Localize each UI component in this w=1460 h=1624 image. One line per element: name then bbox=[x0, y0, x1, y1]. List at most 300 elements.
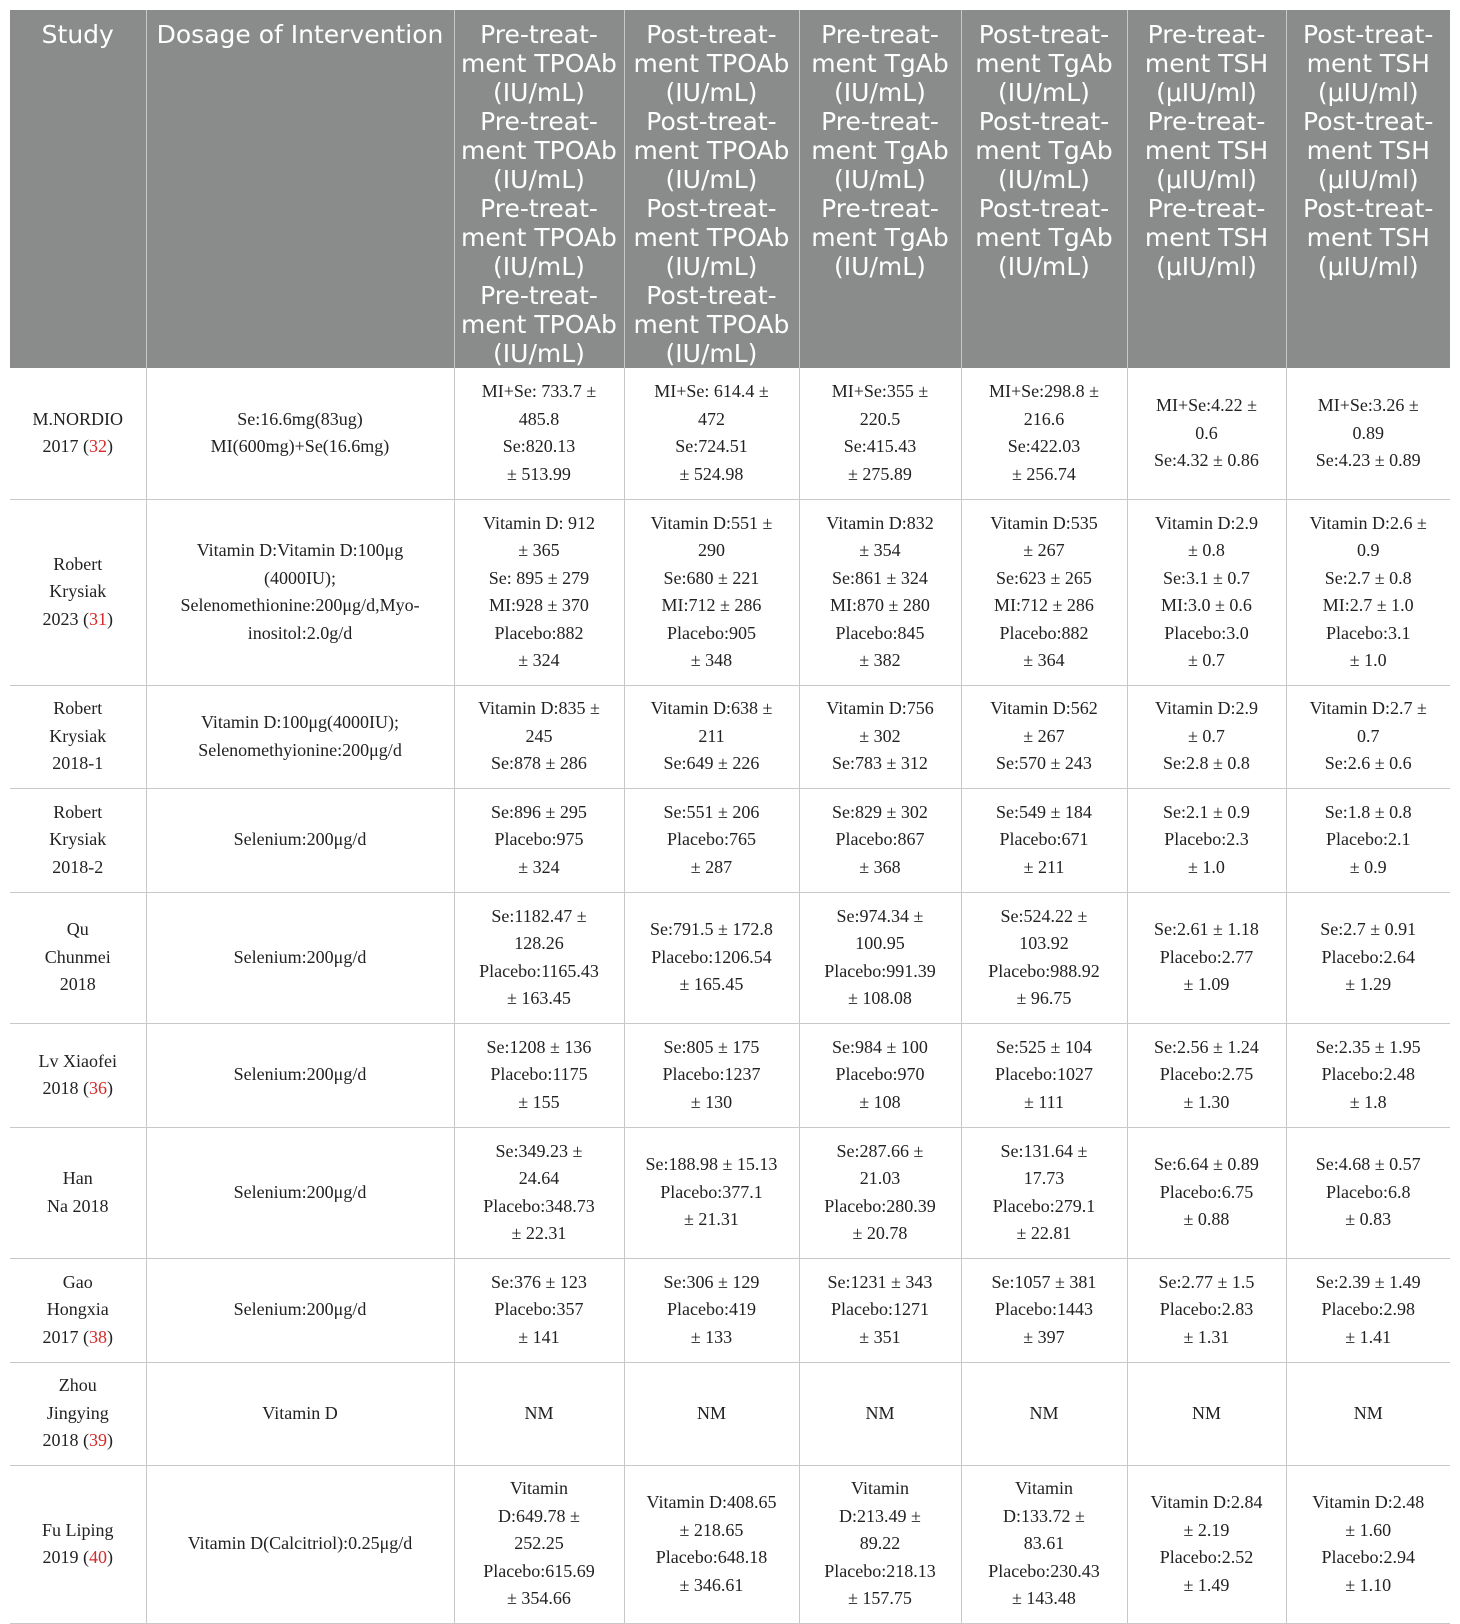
study-cell bbox=[10, 368, 146, 499]
cell-line: Se:2.35 ± 1.95 bbox=[1315, 1036, 1421, 1057]
pre-tpoab-cell bbox=[454, 1023, 624, 1127]
post-tgab-cell bbox=[961, 499, 1127, 685]
cell-line: Placebo:765 bbox=[667, 829, 756, 850]
cell-line: ± 108.08 bbox=[848, 988, 912, 1008]
cell-line: D:213.49 ± bbox=[839, 1505, 921, 1526]
pre-tpoab-cell bbox=[454, 1258, 624, 1362]
header-line: Post-treat- ment TSH (μIU/ml) bbox=[1303, 107, 1434, 194]
cell-line: ± 267 bbox=[1023, 725, 1065, 746]
cell-line: NM bbox=[1029, 1402, 1059, 1423]
pre-tgab-cell bbox=[799, 1127, 961, 1258]
header-line: Post-treat- ment TgAb (IU/mL) bbox=[975, 107, 1113, 194]
dosage-cell bbox=[146, 1127, 454, 1258]
cell-line: ± 0.88 bbox=[1183, 1209, 1230, 1230]
cell-line: Se:422.03 bbox=[1007, 436, 1081, 457]
post-tsh-cell bbox=[1286, 499, 1450, 685]
cell-line: Placebo:377.1 bbox=[660, 1181, 763, 1202]
post-tgab-cell bbox=[961, 1465, 1127, 1623]
study-line: Gao bbox=[62, 1271, 93, 1292]
study-cell bbox=[10, 788, 146, 892]
post-tpoab-cell bbox=[624, 368, 799, 499]
pre-tgab-cell bbox=[799, 1362, 961, 1465]
cell-line: Vitamin D:2.48 bbox=[1312, 1492, 1425, 1512]
cell-line: Se:1057 ± 381 bbox=[991, 1271, 1097, 1292]
cell-line: ± 111 bbox=[1023, 1091, 1065, 1112]
cell-line: Placebo:2.64 bbox=[1321, 946, 1415, 967]
cell-line: ± 22.81 bbox=[1016, 1223, 1072, 1243]
cell-line: ± 2.19 bbox=[1183, 1519, 1230, 1540]
cell-line: MI+Se:298.8 ± bbox=[988, 381, 1100, 402]
cell-line: Placebo:357 bbox=[494, 1299, 584, 1320]
cell-line: Se:1208 ± 136 bbox=[486, 1036, 592, 1057]
header-row bbox=[10, 10, 1450, 368]
pre-tgab-cell bbox=[799, 685, 961, 788]
dosage-cell bbox=[146, 788, 454, 892]
cell-line: Se:2.56 ± 1.24 bbox=[1154, 1036, 1259, 1057]
cell-line: ± 1.60 bbox=[1345, 1519, 1392, 1540]
cell-line: Se:287.66 ± bbox=[836, 1140, 924, 1161]
cell-line: MI:712 ± 286 bbox=[994, 595, 1094, 615]
pre-tpoab-cell bbox=[454, 892, 624, 1023]
cell-line: Se:415.43 bbox=[843, 436, 917, 457]
cell-line: ± 348 bbox=[690, 650, 733, 670]
cell-line: Vitamin bbox=[1015, 1478, 1073, 1499]
header-line: Pre-treat- ment TPOAb (IU/mL) bbox=[461, 194, 617, 281]
cell-line: Placebo:2.94 bbox=[1321, 1547, 1415, 1567]
cell-line: Se:783 ± 312 bbox=[832, 753, 928, 774]
cell-line: ± 354 bbox=[859, 540, 901, 560]
cell-line: Placebo:3.0 bbox=[1164, 622, 1249, 643]
pre-tsh-cell bbox=[1127, 1258, 1286, 1362]
pre-tgab-cell bbox=[799, 892, 961, 1023]
cell-line: ± 218.65 bbox=[679, 1519, 744, 1540]
cell-line: ± 1.10 bbox=[1345, 1574, 1392, 1595]
post-tsh-cell bbox=[1286, 1362, 1450, 1465]
cell-line: ± 143.48 bbox=[1012, 1588, 1076, 1609]
cell-line: Vitamin D:638 ± bbox=[650, 698, 773, 719]
cell-line: Se:1231 ± 343 bbox=[827, 1271, 933, 1292]
cell-line: Placebo:218.13 bbox=[824, 1560, 936, 1581]
cell-line: ± 130 bbox=[690, 1091, 733, 1112]
dosage-cell bbox=[146, 892, 454, 1023]
cell-line: ± 133 bbox=[690, 1326, 733, 1347]
pre-tgab-cell bbox=[799, 1465, 961, 1623]
cell-line: ± 1.30 bbox=[1183, 1091, 1230, 1112]
post-tsh-cell bbox=[1286, 1023, 1450, 1127]
study-line: 2018 (39) bbox=[42, 1430, 113, 1451]
cell-line: ± 0.9 bbox=[1349, 856, 1387, 877]
post-tsh-cell bbox=[1286, 685, 1450, 788]
post-tpoab-cell bbox=[624, 1362, 799, 1465]
cell-line: ± 267 bbox=[1023, 540, 1065, 560]
dosage-cell bbox=[146, 368, 454, 499]
cell-line: Se:6.64 ± 0.89 bbox=[1154, 1154, 1259, 1175]
cell-line: Se:820.13 bbox=[502, 436, 576, 457]
study-line: 2017 (38) bbox=[42, 1326, 113, 1347]
table-row bbox=[10, 499, 1450, 685]
pre-tsh-cell bbox=[1127, 685, 1286, 788]
cell-line: Se:861 ± 324 bbox=[832, 567, 928, 588]
cell-line: NM bbox=[1191, 1402, 1221, 1423]
header-line: Post-treat- ment TPOAb (IU/mL) bbox=[633, 20, 790, 107]
post-tsh-cell bbox=[1286, 1258, 1450, 1362]
table-row bbox=[10, 1465, 1450, 1623]
pre-tpoab-cell bbox=[454, 788, 624, 892]
cell-line: Se:4.32 ± 0.86 bbox=[1154, 450, 1259, 470]
cell-line: Placebo:648.18 bbox=[655, 1547, 768, 1567]
cell-line: Se:2.8 ± 0.8 bbox=[1163, 753, 1250, 774]
cell-line: 128.26 bbox=[514, 933, 564, 953]
cell-line: Se:306 ± 129 bbox=[663, 1271, 760, 1292]
cell-line: Vitamin D:2.9 bbox=[1155, 698, 1258, 719]
cell-line: ± 1.49 bbox=[1183, 1574, 1230, 1595]
cell-line: Placebo:280.39 bbox=[824, 1195, 936, 1216]
study-cell bbox=[10, 1362, 146, 1465]
cell-line: MI:928 ± 370 bbox=[489, 595, 589, 615]
cell-line: Placebo:867 bbox=[835, 829, 925, 850]
study-line: Fu Liping bbox=[41, 1519, 114, 1540]
pre-tpoab-cell bbox=[454, 1127, 624, 1258]
header-post-tgab bbox=[961, 10, 1127, 368]
table-body bbox=[10, 368, 1450, 1623]
cell-line: Se:16.6mg(83ug) bbox=[237, 408, 363, 429]
post-tgab-cell bbox=[961, 1362, 1127, 1465]
cell-line: Placebo:1443 bbox=[995, 1299, 1093, 1320]
cell-line: Placebo:3.1 bbox=[1326, 622, 1411, 643]
cell-line: Placebo:2.75 bbox=[1159, 1064, 1254, 1085]
cell-line: ± 163.45 bbox=[507, 988, 571, 1008]
cell-line: Se:724.51 bbox=[675, 436, 748, 457]
cell-line: 89.22 bbox=[859, 1533, 901, 1554]
cell-line: MI:3.0 ± 0.6 bbox=[1161, 595, 1252, 615]
header-line: Pre-treat- ment TgAb (IU/mL) bbox=[811, 107, 949, 194]
cell-line: Placebo:6.75 bbox=[1159, 1181, 1254, 1202]
cell-line: ± 108 bbox=[859, 1091, 901, 1112]
study-line: 2023 (31) bbox=[42, 608, 113, 629]
dosage-cell bbox=[146, 1258, 454, 1362]
pre-tgab-cell bbox=[799, 1023, 961, 1127]
post-tgab-cell bbox=[961, 1127, 1127, 1258]
study-line: 2018-2 bbox=[52, 856, 104, 877]
cell-line: Vitamin bbox=[510, 1478, 568, 1499]
cell-line: Placebo:348.73 bbox=[483, 1195, 595, 1216]
study-line: 2019 (40) bbox=[42, 1547, 113, 1567]
cell-line: Placebo:2.77 bbox=[1159, 946, 1254, 967]
cell-line: ± 368 bbox=[859, 856, 901, 877]
dosage-cell bbox=[146, 1362, 454, 1465]
header-study bbox=[10, 10, 146, 368]
cell-line: Placebo:905 bbox=[667, 622, 756, 643]
cell-line: ± 275.89 bbox=[848, 463, 912, 484]
header-line: Pre-treat- ment TPOAb (IU/mL) bbox=[461, 281, 617, 368]
pre-tgab-cell bbox=[799, 788, 961, 892]
cell-line: ± 0.83 bbox=[1345, 1209, 1392, 1230]
table-row bbox=[10, 1023, 1450, 1127]
study-line: Robert bbox=[53, 553, 103, 574]
cell-line: ± 346.61 bbox=[679, 1574, 744, 1595]
cell-line: Vitamin D:535 bbox=[990, 512, 1098, 533]
pre-tsh-cell bbox=[1127, 368, 1286, 499]
table-row bbox=[10, 685, 1450, 788]
study-line: 2017 (32) bbox=[42, 436, 113, 457]
post-tpoab-cell bbox=[624, 685, 799, 788]
pre-tgab-cell bbox=[799, 368, 961, 499]
table-row bbox=[10, 1362, 1450, 1465]
cell-line: Placebo:845 bbox=[835, 622, 925, 643]
pre-tgab-cell bbox=[799, 499, 961, 685]
study-line: Lv Xiaofei bbox=[38, 1050, 117, 1071]
cell-line: Se:2.61 ± 1.18 bbox=[1154, 919, 1259, 940]
cell-line: Selenium:200μg/d bbox=[233, 1299, 367, 1320]
cell-line: ± 397 bbox=[1023, 1326, 1065, 1347]
cell-line: Vitamin D:408.65 bbox=[646, 1492, 777, 1512]
cell-line: Placebo:1165.43 bbox=[479, 960, 599, 981]
cell-line: Vitamin D:100μg(4000IU); bbox=[200, 712, 400, 732]
cell-line: ± 1.0 bbox=[1188, 856, 1225, 877]
table-row bbox=[10, 1127, 1450, 1258]
cell-line: ± 324 bbox=[518, 650, 560, 670]
cell-line: Se: 895 ± 279 bbox=[488, 567, 590, 588]
cell-line: Se:805 ± 175 bbox=[663, 1036, 760, 1057]
cell-line: Vitamin D:835 ± bbox=[478, 698, 600, 719]
cell-line: ± 287 bbox=[690, 856, 733, 877]
header-line: Post-treat- ment TgAb (IU/mL) bbox=[975, 20, 1113, 107]
cell-line: Se:2.7 ± 0.91 bbox=[1320, 919, 1417, 940]
table-row bbox=[10, 1258, 1450, 1362]
reference-link[interactable]: 31 bbox=[89, 608, 107, 629]
cell-line: ± 364 bbox=[1023, 650, 1065, 670]
header-line: Pre-treat- ment TPOAb (IU/mL) bbox=[461, 20, 617, 107]
cell-line: Placebo:882 bbox=[999, 622, 1089, 643]
cell-line: Se:2.1 ± 0.9 bbox=[1163, 801, 1250, 822]
header-line: Post-treat- ment TPOAb (IU/mL) bbox=[633, 281, 790, 368]
header-post-tpoab bbox=[624, 10, 799, 368]
cell-line: Se:549 ± 184 bbox=[996, 801, 1092, 822]
cell-line: Se:2.7 ± 0.8 bbox=[1324, 567, 1412, 588]
study-line: Jingying bbox=[46, 1402, 109, 1423]
study-line: Han bbox=[62, 1168, 93, 1188]
cell-line: Se:2.39 ± 1.49 bbox=[1315, 1271, 1421, 1292]
cell-line: Se:680 ± 221 bbox=[663, 567, 760, 588]
cell-line: ± 0.8 bbox=[1188, 540, 1225, 560]
header-line: Dosage of Intervention bbox=[156, 20, 444, 49]
cell-line: Placebo:615.69 bbox=[483, 1560, 595, 1581]
cell-line: 0.9 bbox=[1357, 540, 1380, 560]
study-cell bbox=[10, 892, 146, 1023]
cell-line: ± 1.41 bbox=[1345, 1326, 1392, 1347]
cell-line: Placebo:1271 bbox=[831, 1299, 929, 1320]
cell-line: Se:1182.47 ± bbox=[491, 905, 587, 926]
table-row bbox=[10, 892, 1450, 1023]
post-tgab-cell bbox=[961, 1258, 1127, 1362]
study-line: Chunmei bbox=[44, 946, 111, 967]
cell-line: MI:2.7 ± 1.0 bbox=[1322, 595, 1414, 615]
pre-tpoab-cell bbox=[454, 1362, 624, 1465]
reference-link[interactable]: 38 bbox=[89, 1326, 107, 1347]
cell-line: ± 1.31 bbox=[1183, 1326, 1230, 1347]
header-line: Post-treat- ment TSH (μIU/ml) bbox=[1303, 20, 1434, 107]
cell-line: Placebo:2.83 bbox=[1159, 1299, 1254, 1320]
cell-line: 21.03 bbox=[859, 1168, 901, 1188]
post-tsh-cell bbox=[1286, 1127, 1450, 1258]
post-tsh-cell bbox=[1286, 788, 1450, 892]
cell-line: Vitamin D(Calcitriol):0.25μg/d bbox=[187, 1533, 413, 1554]
cell-line: D:649.78 ± bbox=[498, 1505, 580, 1526]
study-line: Zhou bbox=[58, 1375, 97, 1396]
cell-line: Se:896 ± 295 bbox=[491, 801, 587, 822]
post-tgab-cell bbox=[961, 1023, 1127, 1127]
cell-line: Selenium:200μg/d bbox=[233, 829, 367, 850]
cell-line: ± 524.98 bbox=[679, 463, 744, 484]
cell-line: Se:376 ± 123 bbox=[491, 1271, 587, 1292]
cell-line: Vitamin D:2.7 ± bbox=[1309, 698, 1427, 719]
header-dosage bbox=[146, 10, 454, 368]
cell-line: D:133.72 ± bbox=[1003, 1505, 1085, 1526]
study-line: 2018 bbox=[59, 974, 96, 995]
cell-line: ± 382 bbox=[859, 650, 901, 670]
cell-line: MI+Se: 614.4 ± bbox=[654, 381, 769, 402]
cell-line: 103.92 bbox=[1019, 933, 1069, 953]
cell-line: Placebo:2.1 bbox=[1326, 829, 1411, 850]
cell-line: Placebo:1175 bbox=[490, 1064, 588, 1085]
cell-line: ± 20.78 bbox=[852, 1223, 908, 1243]
pre-tsh-cell bbox=[1127, 1465, 1286, 1623]
study-line: Na 2018 bbox=[47, 1195, 109, 1216]
cell-line: Se:131.64 ± bbox=[1000, 1140, 1088, 1161]
cell-line: Placebo:1027 bbox=[995, 1064, 1093, 1085]
cell-line: Vitamin bbox=[851, 1478, 909, 1499]
cell-line: MI:712 ± 286 bbox=[661, 595, 762, 615]
post-tgab-cell bbox=[961, 685, 1127, 788]
cell-line: ± 141 bbox=[518, 1326, 560, 1347]
cell-line: Se:188.98 ± 15.13 bbox=[645, 1154, 778, 1175]
cell-line: Se:829 ± 302 bbox=[832, 801, 928, 822]
cell-line: 252.25 bbox=[514, 1533, 564, 1554]
cell-line: 100.95 bbox=[855, 933, 905, 953]
cell-line: MI(600mg)+Se(16.6mg) bbox=[210, 436, 390, 457]
cell-line: Se:2.6 ± 0.6 bbox=[1324, 753, 1412, 774]
dosage-cell bbox=[146, 685, 454, 788]
cell-line: Se:974.34 ± bbox=[836, 905, 924, 926]
cell-line: Placebo:6.8 bbox=[1326, 1181, 1411, 1202]
post-tsh-cell bbox=[1286, 368, 1450, 499]
cell-line: Placebo:279.1 bbox=[992, 1195, 1096, 1216]
cell-line: Se:349.23 ± bbox=[495, 1140, 583, 1161]
reference-link[interactable]: 39 bbox=[89, 1430, 107, 1451]
cell-line: 220.5 bbox=[859, 408, 901, 429]
cell-line: MI+Se:3.26 ± bbox=[1317, 395, 1419, 415]
pre-tsh-cell bbox=[1127, 1023, 1286, 1127]
header-post-tsh bbox=[1286, 10, 1450, 368]
study-cell bbox=[10, 1023, 146, 1127]
cell-line: Selenium:200μg/d bbox=[233, 1181, 367, 1202]
header-line: Pre-treat- ment TSH (μIU/ml) bbox=[1144, 194, 1269, 281]
cell-line: Selenomethionine:200μg/d,Myo- bbox=[180, 595, 420, 615]
cell-line: (4000IU); bbox=[264, 567, 336, 588]
study-line: M.NORDIO bbox=[32, 408, 123, 429]
cell-line: Placebo:975 bbox=[494, 829, 584, 850]
cell-line: Selenium:200μg/d bbox=[233, 946, 367, 967]
cell-line: ± 0.7 bbox=[1188, 725, 1225, 746]
cell-line: Se:524.22 ± bbox=[1000, 905, 1088, 926]
cell-line: 485.8 bbox=[518, 408, 560, 429]
cell-line: Se:791.5 ± 172.8 bbox=[650, 919, 773, 940]
cell-line: Vitamin D:551 ± bbox=[650, 512, 773, 533]
cell-line: MI+Se: 733.7 ± bbox=[481, 381, 597, 402]
cell-line: ± 351 bbox=[859, 1326, 901, 1347]
post-tpoab-cell bbox=[624, 1127, 799, 1258]
cell-line: MI+Se:355 ± bbox=[831, 381, 929, 402]
cell-line: NM bbox=[524, 1402, 554, 1423]
study-cell bbox=[10, 1127, 146, 1258]
cell-line: Placebo:419 bbox=[667, 1299, 756, 1320]
study-cell bbox=[10, 1258, 146, 1362]
pre-tpoab-cell bbox=[454, 499, 624, 685]
cell-line: ± 324 bbox=[518, 856, 560, 877]
study-cell bbox=[10, 499, 146, 685]
reference-link[interactable]: 32 bbox=[89, 436, 107, 457]
cell-line: Placebo:2.98 bbox=[1321, 1299, 1415, 1320]
pre-tsh-cell bbox=[1127, 788, 1286, 892]
study-line: 2018 (36) bbox=[42, 1078, 113, 1098]
cell-line: Placebo:230.43 bbox=[988, 1560, 1100, 1581]
post-tsh-cell bbox=[1286, 892, 1450, 1023]
cell-line: Placebo:970 bbox=[835, 1064, 925, 1085]
cell-line: Placebo:2.48 bbox=[1321, 1064, 1415, 1085]
cell-line: ± 211 bbox=[1023, 856, 1065, 877]
cell-line: ± 165.45 bbox=[679, 974, 744, 995]
post-tpoab-cell bbox=[624, 499, 799, 685]
cell-line: Se:649 ± 226 bbox=[663, 753, 760, 774]
study-line: Hongxia bbox=[46, 1299, 109, 1320]
cell-line: Se:525 ± 104 bbox=[996, 1036, 1092, 1057]
cell-line: Se:984 ± 100 bbox=[832, 1036, 928, 1057]
cell-line: Se:878 ± 286 bbox=[491, 753, 587, 774]
pre-tpoab-cell bbox=[454, 1465, 624, 1623]
pre-tsh-cell bbox=[1127, 892, 1286, 1023]
header-line: Pre-treat- ment TgAb (IU/mL) bbox=[811, 194, 949, 281]
cell-line: 211 bbox=[698, 725, 725, 746]
dosage-cell bbox=[146, 499, 454, 685]
cell-line: MI+Se:4.22 ± bbox=[1155, 395, 1258, 415]
header-line: Pre-treat- ment TSH (μIU/ml) bbox=[1144, 107, 1269, 194]
post-tpoab-cell bbox=[624, 1023, 799, 1127]
header-pre-tgab bbox=[799, 10, 961, 368]
cell-line: Placebo:991.39 bbox=[824, 960, 936, 981]
header-line: Post-treat- ment TSH (μIU/ml) bbox=[1303, 194, 1434, 281]
cell-line: Se:2.77 ± 1.5 bbox=[1158, 1271, 1255, 1292]
cell-line: Vitamin D:2.84 bbox=[1150, 1492, 1263, 1512]
pre-tpoab-cell bbox=[454, 685, 624, 788]
header-line: Pre-treat- ment TPOAb (IU/mL) bbox=[461, 107, 617, 194]
post-tpoab-cell bbox=[624, 892, 799, 1023]
cell-line: ± 513.99 bbox=[507, 463, 571, 484]
study-line: Robert bbox=[53, 698, 103, 719]
study-line: 2018-1 bbox=[52, 753, 104, 774]
reference-link[interactable]: 40 bbox=[89, 1547, 107, 1567]
cell-line: ± 21.31 bbox=[684, 1209, 739, 1230]
cell-line: Se:551 ± 206 bbox=[663, 801, 760, 822]
header-line: Pre-treat- ment TSH (μIU/ml) bbox=[1144, 20, 1269, 107]
cell-line: 216.6 bbox=[1023, 408, 1065, 429]
reference-link[interactable]: 36 bbox=[89, 1078, 107, 1098]
post-tpoab-cell bbox=[624, 1258, 799, 1362]
cell-line: NM bbox=[696, 1402, 726, 1423]
cell-line: ± 354.66 bbox=[507, 1588, 571, 1609]
cell-line: 24.64 bbox=[518, 1168, 560, 1188]
cell-line: MI:870 ± 280 bbox=[830, 595, 930, 615]
cell-line: Vitamin D:Vitamin D:100μg bbox=[196, 540, 404, 560]
